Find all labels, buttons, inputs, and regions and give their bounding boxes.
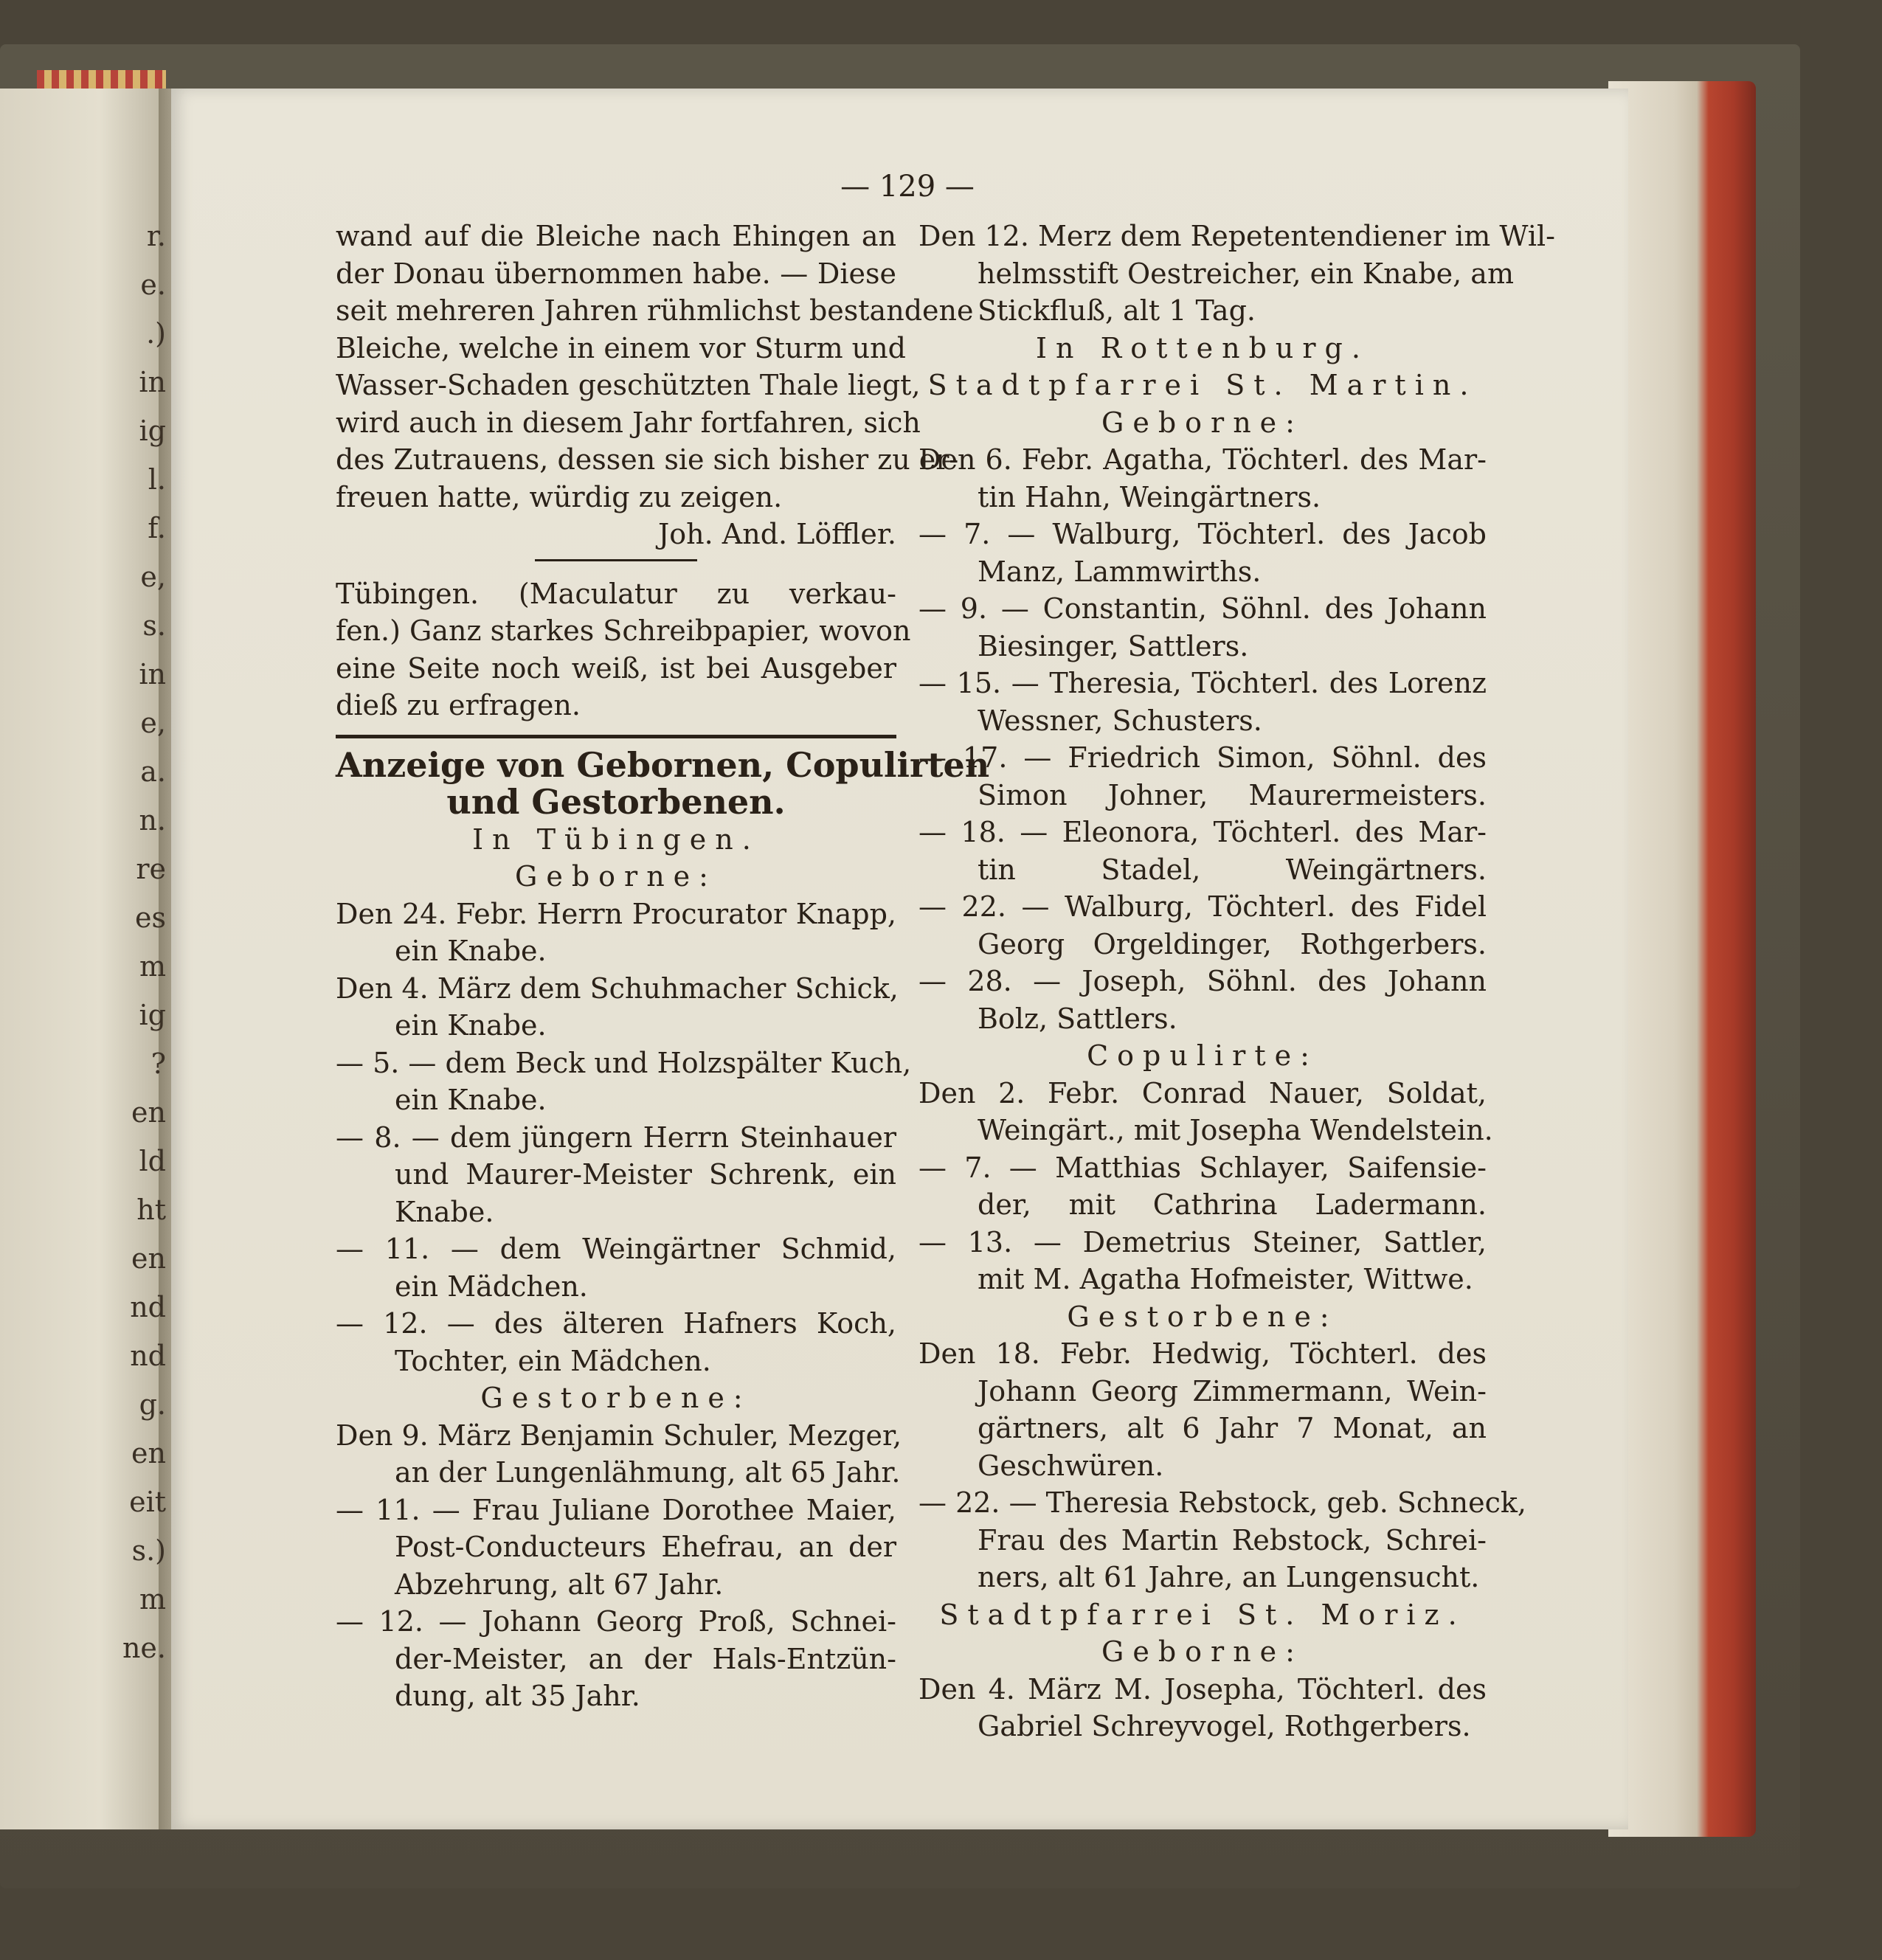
text-line: — 7. — Matthias Schlayer, Saifensie- [918, 1151, 1487, 1184]
text-line: — 22. — Walburg, Töchterl. des Fidel [918, 890, 1487, 923]
deaths-label: Gestorbene: [480, 1382, 752, 1414]
section-heading-continued: und Gestorbenen. [446, 782, 786, 822]
left-page-fragment: e, [140, 561, 166, 593]
text-line: Knabe. [395, 1195, 494, 1228]
left-page-fragment: l. [148, 463, 166, 496]
text-line: helmsstift Oestreicher, ein Knabe, am [978, 257, 1514, 290]
text-line: — 11. — dem Weingärtner Schmid, [336, 1233, 896, 1265]
left-page-fragment: ld [139, 1145, 166, 1177]
text-line: wand auf die Bleiche nach Ehingen an [336, 220, 896, 252]
text-line: Wessner, Schusters. [978, 704, 1262, 737]
page-edge [1608, 81, 1756, 1837]
left-page-fragment: n. [139, 804, 166, 837]
left-page-fragment: en [131, 1437, 166, 1469]
left-page-fragment: ? [151, 1047, 166, 1080]
births-label: Geborne: [1101, 406, 1304, 439]
text-line: — 17. — Friedrich Simon, Söhnl. des [918, 741, 1487, 774]
text-line: Bolz, Sattlers. [978, 1002, 1177, 1035]
text-line: fen.) Ganz starkes Schreibpapier, wovon [336, 614, 911, 647]
text-line: Post-Conducteurs Ehefrau, an der [395, 1531, 896, 1563]
left-page-fragment: nd [130, 1291, 166, 1323]
text-line: seit mehreren Jahren rühmlichst bestandene [336, 294, 974, 327]
text-line: — 11. — Frau Juliane Dorothee Maier, [336, 1493, 896, 1526]
text-line: Den 9. März Benjamin Schuler, Mezger, [336, 1419, 902, 1452]
left-page-fragment: a. [140, 755, 166, 788]
text-line: tin Stadel, Weingärtners. [978, 853, 1487, 886]
left-page-fragment: .) [146, 317, 166, 350]
text-line: — 22. — Theresia Rebstock, geb. Schneck, [918, 1486, 1526, 1519]
text-line: ein Mädchen. [395, 1270, 588, 1303]
text-line: wird auch in diesem Jahr fortfahren, sich [336, 406, 921, 439]
text-line: Tochter, ein Mädchen. [395, 1344, 711, 1377]
left-page-fragment: ig [139, 999, 166, 1031]
bleaching-notice [336, 218, 974, 516]
parish-heading: Stadtpfarrei St. Moriz. [939, 1598, 1466, 1631]
left-page-fragment: e, [140, 707, 166, 739]
separator-rule [336, 553, 896, 575]
left-page-fragment: en [131, 1096, 166, 1129]
text-line: Bleiche, welche in einem vor Sturm und [336, 331, 906, 364]
text-line: — 15. — Theresia, Töchterl. des Lorenz [918, 667, 1487, 699]
text-line: Tübingen. (Maculatur zu verkau- [336, 577, 896, 610]
text-line: — 8. — dem jüngern Herrn Steinhauer [336, 1121, 896, 1154]
continued-entry [918, 218, 1555, 330]
text-line: ein Knabe. [395, 935, 547, 967]
text-line: freuen hatte, würdig zu zeigen. [336, 480, 783, 513]
left-page-fragment: ig [139, 415, 166, 447]
text-line: — 12. — des älteren Hafners Koch, [336, 1307, 896, 1340]
right-column [918, 218, 1555, 1745]
text-line: ein Knabe. [395, 1009, 547, 1042]
notice-signature: Joh. And. Löffler. [658, 518, 896, 550]
births-list [336, 896, 912, 1380]
text-line: — 5. — dem Beck und Holzspälter Kuch, [336, 1046, 912, 1079]
left-page-fragment: ne. [122, 1632, 166, 1664]
text-line: — 28. — Joseph, Söhnl. des Johann [918, 965, 1487, 997]
text-line: Georg Orgeldinger, Rothgerbers. [978, 927, 1487, 960]
text-line: Weingärt., mit Josepha Wendelstein. [978, 1114, 1493, 1146]
text-line: Manz, Lammwirths. [978, 555, 1262, 588]
place-heading: In Tübingen. [472, 823, 760, 856]
left-page-fragment: in [139, 658, 166, 690]
section-heading: Anzeige von Gebornen, Copulirten [336, 744, 990, 785]
text-line: Den 18. Febr. Hedwig, Töchterl. des [918, 1337, 1487, 1370]
text-line: mit M. Agatha Hofmeister, Wittwe. [978, 1263, 1473, 1295]
left-page-fragment: m [139, 950, 166, 983]
text-line: Johann Georg Zimmermann, Wein- [978, 1374, 1487, 1407]
left-page-fragment: f. [148, 512, 166, 544]
text-line: — 7. — Walburg, Töchterl. des Jacob [918, 518, 1487, 550]
text-line: Biesinger, Sattlers. [978, 629, 1249, 662]
parish-heading: Stadtpfarrei St. Martin. [927, 369, 1478, 401]
section-rule [336, 724, 896, 747]
marriages-list [918, 1075, 1493, 1298]
left-page-fragment: r. [146, 220, 166, 252]
text-line: Stickfluß, alt 1 Tag. [978, 294, 1256, 327]
left-column [336, 218, 990, 1715]
births-list [918, 441, 1487, 1037]
left-page-fragment: eit [129, 1486, 166, 1518]
text-line: der-Meister, an der Hals-Entzün- [395, 1642, 896, 1675]
text-line: und Maurer-Meister Schrenk, ein [395, 1158, 896, 1191]
text-line: ein Knabe. [395, 1084, 547, 1116]
text-line: — 9. — Constantin, Söhnl. des Johann [918, 592, 1487, 625]
text-line: Abzehrung, alt 67 Jahr. [395, 1568, 724, 1601]
text-line: Den 24. Febr. Herrn Procurator Knapp, [336, 897, 896, 930]
left-page-fragment: nd [130, 1340, 166, 1372]
text-line: Den 4. März M. Josepha, Töchterl. des [918, 1672, 1487, 1706]
deaths-list [336, 1417, 902, 1715]
text-line: Den 4. März dem Schuhmacher Schick, [336, 972, 899, 1005]
text-line: dieß zu erfragen. [336, 689, 581, 721]
text-line: ners, alt 61 Jahre, an Lungensucht. [978, 1561, 1480, 1593]
maculatur-ad [336, 575, 911, 724]
text-line: Den 12. Merz dem Repetentendiener im Wil- [918, 220, 1555, 252]
births-list [918, 1671, 1487, 1745]
left-page-fragment: e. [140, 269, 166, 301]
deaths-list [918, 1335, 1526, 1596]
left-page-fragment: re [136, 853, 166, 885]
text-line: des Zutrauens, dessen sie sich bisher zu er- [336, 443, 959, 476]
text-line: gärtners, alt 6 Jahr 7 Monat, an [978, 1412, 1487, 1444]
text-line: — 12. — Johann Georg Proß, Schnei- [336, 1605, 896, 1638]
text-line: tin Hahn, Weingärtners. [978, 480, 1321, 513]
marriages-label: Copulirte: [1087, 1039, 1318, 1072]
text-line: Geschwüren. [978, 1449, 1164, 1482]
text-line: der Donau übernommen habe. — Diese [336, 257, 896, 290]
deaths-label: Gestorbene: [1067, 1300, 1338, 1333]
page-number: — 129 — [840, 170, 975, 204]
births-label: Geborne: [1101, 1635, 1304, 1668]
text-line: Gabriel Schreyvogel, Rothgerbers. [978, 1710, 1471, 1742]
left-page-fragment: en [131, 1242, 166, 1275]
text-line: an der Lungenlähmung, alt 65 Jahr. [395, 1456, 901, 1489]
left-page-fragment: ht [136, 1194, 166, 1226]
text-line: eine Seite noch weiß, ist bei Ausgeber [336, 651, 896, 685]
text-line: Wasser-Schaden geschützten Thale liegt, [336, 369, 921, 401]
text-line: Den 2. Febr. Conrad Nauer, Soldat, [918, 1076, 1487, 1109]
births-label: Geborne: [515, 860, 717, 893]
place-heading: In Rottenburg. [1036, 331, 1369, 364]
text-line: dung, alt 35 Jahr. [395, 1680, 640, 1712]
text-line: Simon Johner, Maurermeisters. [978, 778, 1487, 811]
left-page-fragment: s. [142, 609, 166, 642]
text-line: Frau des Martin Rebstock, Schrei- [978, 1523, 1487, 1556]
text-line: — 13. — Demetrius Steiner, Sattler, [918, 1225, 1487, 1258]
left-page-fragment: s.) [131, 1534, 166, 1567]
left-page-fragment: g. [139, 1388, 166, 1421]
text-line: — 18. — Eleonora, Töchterl. des Mar- [918, 816, 1487, 848]
left-page-fragment: m [139, 1583, 166, 1616]
text-line: Den 6. Febr. Agatha, Töchterl. des Mar- [918, 443, 1487, 476]
left-page-fragment: in [139, 366, 166, 398]
text-line: der, mit Cathrina Ladermann. [978, 1188, 1487, 1221]
left-page-fragment: es [135, 901, 166, 934]
